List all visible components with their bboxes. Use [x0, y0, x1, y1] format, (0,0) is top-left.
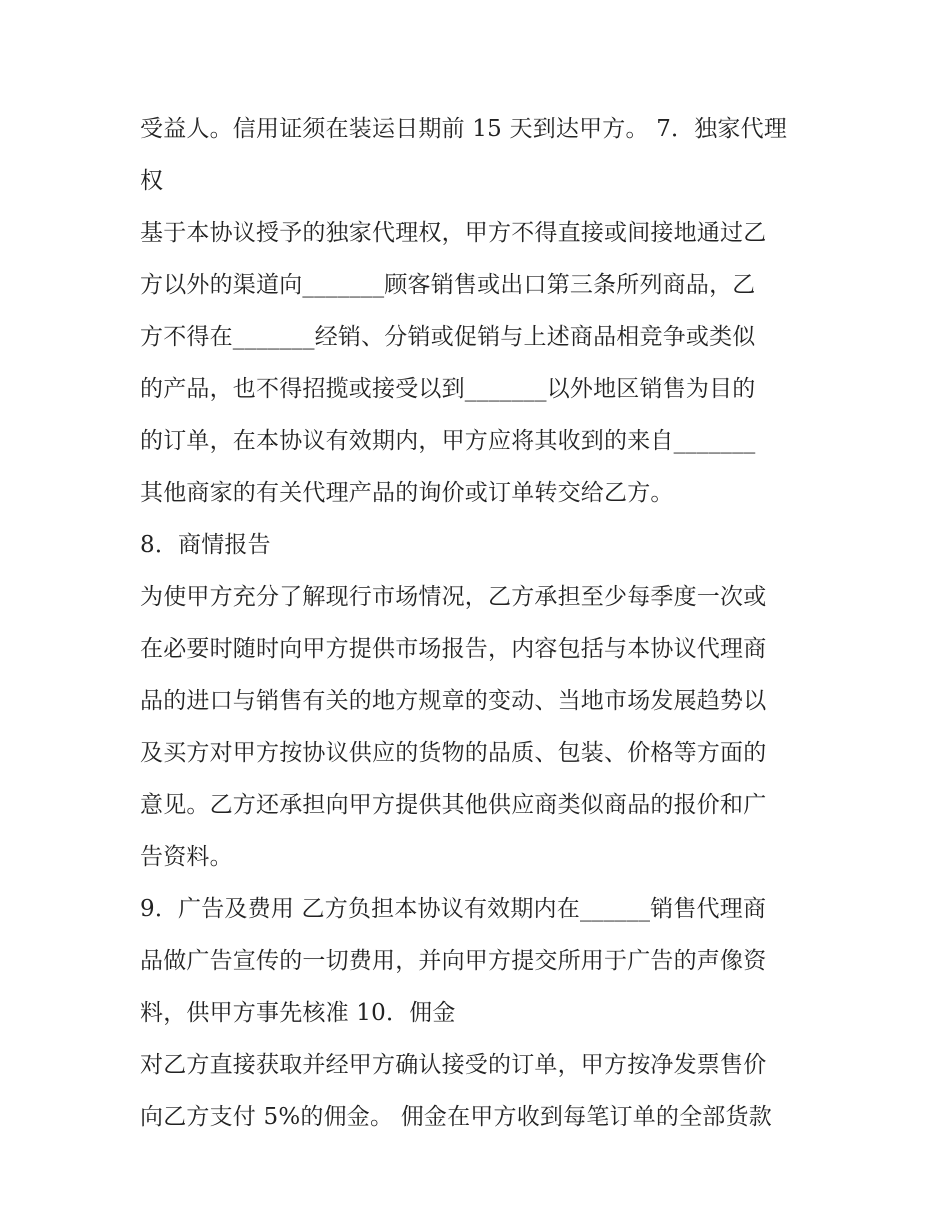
- text-line: 的订单，在本协议有效期内，甲方应将其收到的来自_______: [140, 428, 756, 454]
- text-line: 为使甲方充分了解现行市场情况，乙方承担至少每季度一次或: [140, 584, 767, 610]
- section-heading: 8．商情报告: [140, 532, 271, 558]
- text-line: 其他商家的有关代理产品的询价或订单转交给乙方。: [140, 480, 674, 506]
- text-line: 在必要时随时向甲方提供市场报告，内容包括与本协议代理商: [140, 636, 767, 662]
- text-line: 及买方对甲方按协议供应的货物的品质、包装、价格等方面的: [140, 740, 767, 766]
- text-line: 9．广告及费用 乙方负担本协议有效期内在______销售代理商: [140, 896, 767, 922]
- text-line: 料，供甲方事先核准 10．佣金: [140, 1000, 456, 1026]
- text-line: 向乙方支付 5%的佣金。 佣金在甲方收到每笔订单的全部货款: [140, 1104, 772, 1130]
- text-line: 品的进口与销售有关的地方规章的变动、当地市场发展趋势以: [140, 688, 767, 714]
- text-line: 告资料。: [140, 844, 233, 870]
- text-line: 基于本协议授予的独家代理权，甲方不得直接或间接地通过乙: [140, 220, 767, 246]
- document-body: [140, 103, 815, 1143]
- text-line: 方以外的渠道向_______顾客销售或出口第三条所列商品，乙: [140, 272, 756, 298]
- text-line: 意见。乙方还承担向甲方提供其他供应商类似商品的报价和广: [140, 792, 767, 818]
- text-line: 对乙方直接获取并经甲方确认接受的订单，甲方按净发票售价: [140, 1052, 767, 1078]
- text-line: 权: [140, 168, 164, 194]
- text-line: 方不得在_______经销、分销或促销与上述商品相竞争或类似: [140, 324, 756, 350]
- text-line: 品做广告宣传的一切费用，并向甲方提交所用于广告的声像资: [140, 948, 767, 974]
- text-line: 受益人。信用证须在装运日期前 15 天到达甲方。 7．独家代理: [140, 116, 788, 142]
- text-line: 的产品，也不得招揽或接受以到_______以外地区销售为目的: [140, 376, 756, 402]
